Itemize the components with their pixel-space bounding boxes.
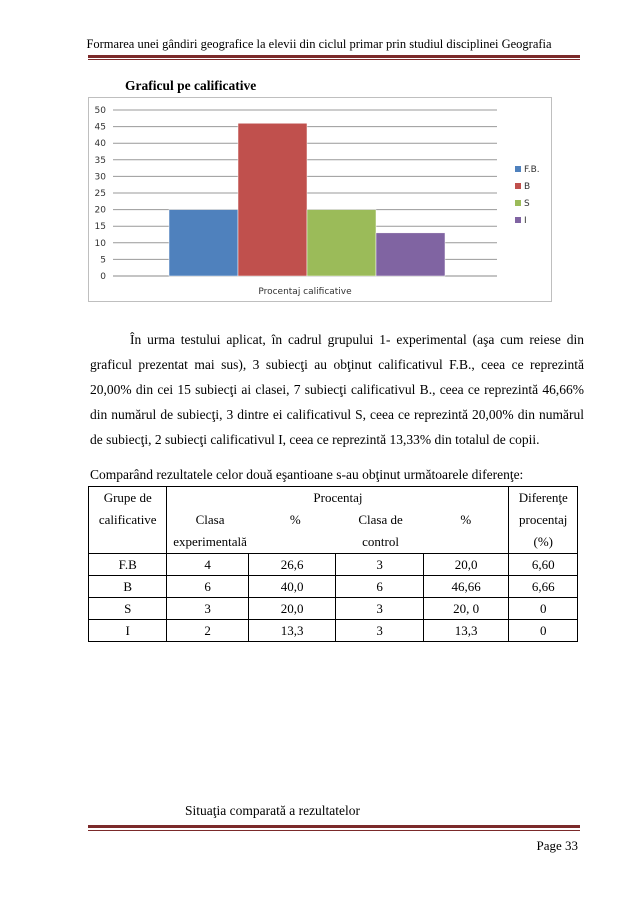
y-tick-label: 40 [94,139,106,150]
header-rule-thin [88,59,580,60]
y-tick-label: 25 [94,189,106,199]
bar [376,233,445,276]
legend-label: I [524,216,527,226]
y-tick-label: 30 [94,172,106,183]
y-tick-label: 20 [94,205,106,216]
header-clasa-exp: Clasa experimentală [173,512,247,549]
header-clasa-ctrl: Clasa de control [358,512,403,549]
bar-chart [88,97,552,302]
table-row: S 3 20,0 3 20, 0 0 [89,598,578,620]
table-row: I 2 13,3 3 13,3 0 [89,620,578,642]
header-pct2: % [460,512,472,527]
y-tick-label: 5 [100,255,106,266]
legend-swatch [515,217,521,223]
legend-label: F.B. [524,165,540,175]
table-row: F.B 4 26,6 3 20,0 6,60 [89,554,578,576]
y-tick-label: 15 [94,222,106,233]
legend-label: S [524,199,530,209]
footer-rule [88,825,580,828]
comparison-intro: Comparând rezultatele celor două eşantioane s-au obţinut următoarele diferenţe: [90,467,524,482]
bar [238,123,307,276]
header-diferente: Diferenţe procentaj (%) [509,487,578,554]
table-caption: Situaţia comparată a rezultatelor [185,803,361,818]
legend-swatch [515,166,521,172]
y-tick-label: 0 [100,272,106,282]
header-rule [88,55,580,58]
y-tick-label: 45 [94,122,106,133]
legend-label: B [524,182,531,192]
chart-svg [89,98,551,301]
y-tick-label: 50 [94,106,106,116]
results-paragraph: În urma testului aplicat, în cadrul grupului 1- experimental (aşa cum reiese din graficul prezentat mai sus), 3 subiecţi au obţinut calificativul F.B., ceea ce reprezintă 20,00% din cei 15 subiecţi ai clasei, 7 subiecţi calificativul B., ceea ce reprezintă 46,66% din numărul de subiecţi, 3 dintre ei calificativul S, ceea ce reprezintă 20,00% din numărul de subiecţi, 2 subiecţi calificativul I, ceea ce reprezintă 13,33% din totalul de copii. [90,332,584,447]
y-tick-label: 10 [94,238,106,249]
header-procentaj: Procentaj Clasa experimentală % Clasa de control % [167,487,509,554]
x-axis-label: Procentaj calificative [258,287,352,297]
header-grupe: Grupe de calificative [89,487,167,554]
header-pct1: % [289,512,301,527]
comparison-table [88,486,578,642]
page-number: Page 33 [536,838,578,853]
bar [169,210,238,276]
legend-swatch [515,183,521,189]
bar [307,210,376,276]
running-header: Formarea unei gândiri geografice la elevii din ciclul primar prin studiul disciplinei Geografia [86,37,552,51]
table-row: B 6 40,0 6 46,66 6,66 [89,576,578,598]
y-tick-label: 35 [94,155,106,166]
legend-swatch [515,200,521,206]
footer-rule-thin [88,830,580,831]
chart-title: Graficul pe calificative [125,78,257,93]
